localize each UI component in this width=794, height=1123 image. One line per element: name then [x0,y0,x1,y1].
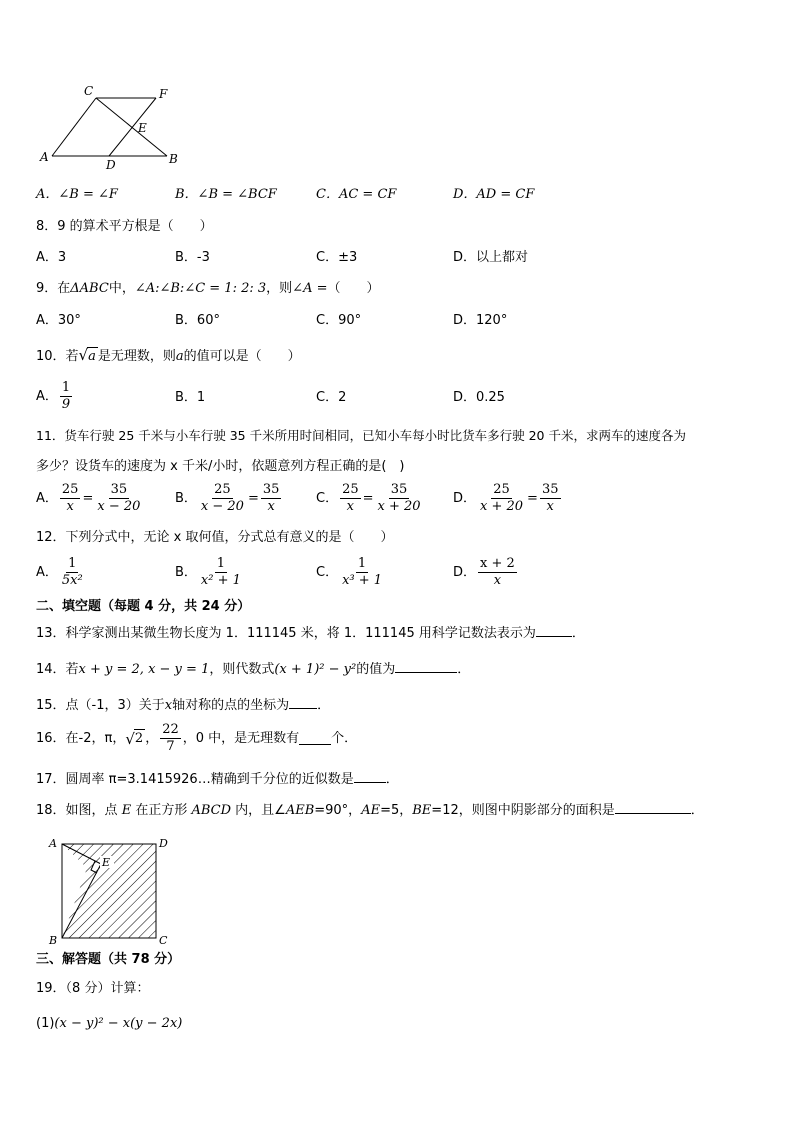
q11-a-left [60,482,81,515]
numerator: 35 [541,482,559,497]
q11-option-b-label: B． [175,490,197,506]
figure-2 [44,834,184,948]
q10-stem [36,346,301,366]
q10-option-d: D．0.25 [453,390,505,405]
section-3-heading: 三、解答题（共 78 分） [36,952,181,967]
line-cb [96,98,167,156]
line-fd [109,98,156,156]
q14-answer-blank[interactable] [395,660,457,673]
q9-paren: （ ） [327,281,380,296]
q10-option-a-label: A． [36,388,58,404]
q10-stem-text-3: 的值可以是（ ） [183,349,301,364]
q11-option-d: D． $\frac{25}{x + 20}$ = $\frac{35}{x}$ [453,482,559,514]
q12-option-d [453,556,519,589]
q9-option-c: C．90° [316,313,362,328]
q18-answer-blank[interactable] [615,801,691,814]
q11-option-c: C． $\frac{25}{x}$ = $\frac{35}{x + 20}$ [316,482,421,514]
label-e: E [138,121,147,135]
q10-radicand: a [88,349,96,364]
q17-answer-blank[interactable] [354,770,386,783]
period: ． [690,803,704,818]
label-c: C [159,934,168,947]
denominator: x + 20 [377,499,421,514]
q11-a-right [95,482,142,515]
q18-stem: 18．如图，点 [36,803,122,818]
q12-option-d-label: D． [453,564,477,580]
q12-option-b-label: B． [175,564,197,580]
q14 [36,660,470,679]
q12-option-c [316,556,386,589]
q16-stem-2: ，0 中，是无理数有 [182,730,300,746]
q14-equations: x + y = 2, x − y = 1 [78,662,210,677]
q16-answer-blank[interactable] [299,732,331,745]
q19-part1 [36,1015,182,1033]
denominator: 9 [61,397,71,412]
q17-stem: 17．圆周率 π=3.1415926…精确到千分位的近似数是 [36,772,354,787]
q18 [36,801,704,820]
q16 [36,722,357,755]
q16-stem-3: 个． [331,730,358,746]
label-c: C [84,84,94,98]
q10-var-a: a [175,349,184,364]
q11-c-right [376,482,423,515]
numerator: 1 [216,556,226,571]
q8-option-a: A．3 [36,250,67,265]
period: ． [317,698,331,713]
q18-angle: AEB [285,803,315,818]
q9-angle-a: ∠A = [292,281,328,296]
q12-stem: 12．下列分式中，无论 x 取何值，分式总有意义的是（ ） [36,530,394,545]
q12-option-a-label: A． [36,564,58,580]
q15-stem-2: 轴对称的点的坐标为 [172,698,290,713]
q14-stem: 14．若 [36,662,79,677]
denominator: x + 20 [480,499,524,514]
label-e: E [102,856,111,869]
q11-option-b: B． $\frac{25}{x - 20}$ = $\frac{35}{x}$ [175,482,280,514]
q11-option-a: A． $\frac{25}{x}$ = $\frac{35}{x - 20}$ [36,482,141,514]
q7-option-d: D．AD = CF [453,187,535,202]
q19-stem: 19．（8 分）计算： [36,981,150,996]
numerator: 35 [110,482,128,497]
q16-radicand: 2 [134,731,144,746]
q11-b-right [261,482,282,515]
q7-option-c: C．AC = CF [316,187,397,202]
q12-b-fraction [199,556,243,589]
figure-1 [36,82,186,174]
q18-stem-4: =90°， [314,803,362,818]
numerator: 25 [61,482,79,497]
q13-stem: 13．科学家测出某微生物长度为 1．111145 米，将 1．111145 用科学记数法表示为 [36,626,536,641]
numerator: 1 [61,380,71,395]
numerator: 22 [162,722,179,737]
denominator: x [267,499,275,514]
numerator: 25 [214,482,231,497]
q19-part1-label: (1) [36,1016,55,1031]
numerator: 1 [68,556,77,571]
q11-stem-line2: 多少？设货车的速度为 x 千米/小时，依题意列方程正确的是( ) [36,459,405,474]
q10-option-a [36,380,74,413]
q8-stem: 8．9 的算术平方根是（ ） [36,219,213,234]
q11-c-left [340,482,361,515]
q10-stem-text: 10．若 [36,349,79,364]
q18-be: BE [412,803,432,818]
denominator: x [346,499,355,514]
label-f: F [159,87,168,101]
numerator: 35 [390,482,408,497]
label-d: D [106,158,116,172]
q16-stem: 16．在-2，π， [36,730,126,746]
q13 [36,624,585,643]
q18-stem-3: 内，且∠ [231,803,286,818]
numerator: 25 [493,482,510,497]
q18-point-e: E [121,803,132,818]
q7-option-b: B．∠B = ∠BCF [175,187,277,202]
period: ． [571,626,585,641]
denominator: x − 20 [200,499,244,514]
q14-stem-3: 的值为 [356,662,396,677]
q12-option-a [36,556,87,589]
q9-stem-text: 9．在 [36,281,71,296]
q18-stem-5: =5， [380,803,413,818]
sqrt-symbol: √ [78,346,89,364]
section-2-heading: 二、填空题（每题 4 分，共 24 分） [36,599,251,614]
period: ． [457,662,471,677]
q19-part1-expression: (x − y)² − x(y − 2x) [54,1016,183,1031]
denominator: 5x² [61,573,83,588]
q9-option-d: D．120° [453,313,508,328]
label-a: A [40,150,49,164]
q10-option-b: B．1 [175,390,206,405]
q15-axis-x: x [164,698,173,713]
denominator: x − 20 [97,499,141,514]
q12-d-fraction [478,556,517,589]
label-a: A [49,837,57,850]
q15-answer-blank[interactable] [289,696,317,709]
q9-triangle: ΔABC [70,281,109,296]
q10-stem-text-2: 是无理数，则 [97,349,176,364]
denominator: x [66,499,74,514]
q18-ae: AE [361,803,381,818]
q10-fraction [60,380,72,413]
q12-c-fraction [340,556,384,589]
q11-b-left [199,482,246,515]
q8-option-b: B．-3 [175,250,210,265]
q10-option-c: C．2 [316,390,347,405]
q17 [36,770,399,789]
q7-option-a: A．∠B = ∠F [36,187,118,202]
sqrt-symbol: √ [125,729,135,748]
q11-d-right [540,482,561,515]
q18-stem-2: 在正方形 [131,803,192,818]
q8-option-c: C．±3 [316,250,358,265]
q14-stem-2: ，则代数式 [209,662,275,677]
q12-a-fraction [60,556,85,589]
line-ac [52,98,96,156]
q18-stem-6: =12，则图中阴影部分的面积是 [431,803,615,818]
numerator: x + 2 [480,556,515,571]
q9-stem [36,280,380,298]
denominator: x² + 1 [200,573,241,588]
label-b: B [169,152,178,166]
label-b: B [49,934,58,947]
q16-comma: ， [145,730,159,746]
q11-option-d-label: D． [453,490,477,506]
q8-option-d: D．以上都对 [453,250,529,265]
numerator: 25 [342,482,359,497]
q11-option-a-label: A． [36,490,58,506]
q11-d-left [478,482,525,515]
q9-stem-text-3: ，则 [266,281,293,296]
denominator: x³ + 1 [342,573,383,588]
numerator: 1 [357,556,367,571]
q9-option-a: A．30° [36,313,81,328]
q9-ratio: ∠A:∠B:∠C = 1: 2: 3 [134,281,267,296]
q12-option-c-label: C． [316,564,339,580]
q15 [36,696,330,715]
denominator: 7 [166,739,175,754]
q16-fraction [160,722,181,755]
q9-stem-text-2: 中， [108,281,135,296]
period: ． [385,772,399,787]
q11-stem-line1: 11．货车行驶 25 千米与小车行驶 35 千米所用时间相同，已知小车每小时比货车多行驶 20 千米，求两车的速度各为 [36,428,686,443]
q13-answer-blank[interactable] [536,624,572,637]
q9-option-b: B．60° [175,313,220,328]
q12-option-b [175,556,245,589]
label-d: D [159,837,168,850]
numerator: 35 [262,482,280,497]
q18-square: ABCD [191,803,232,818]
q11-option-c-label: C． [316,490,339,506]
denominator: x [546,499,554,514]
q14-expression: (x + 1)² − y² [274,662,357,677]
denominator: x [493,573,502,588]
q15-stem: 15．点（-1，3）关于 [36,698,165,713]
